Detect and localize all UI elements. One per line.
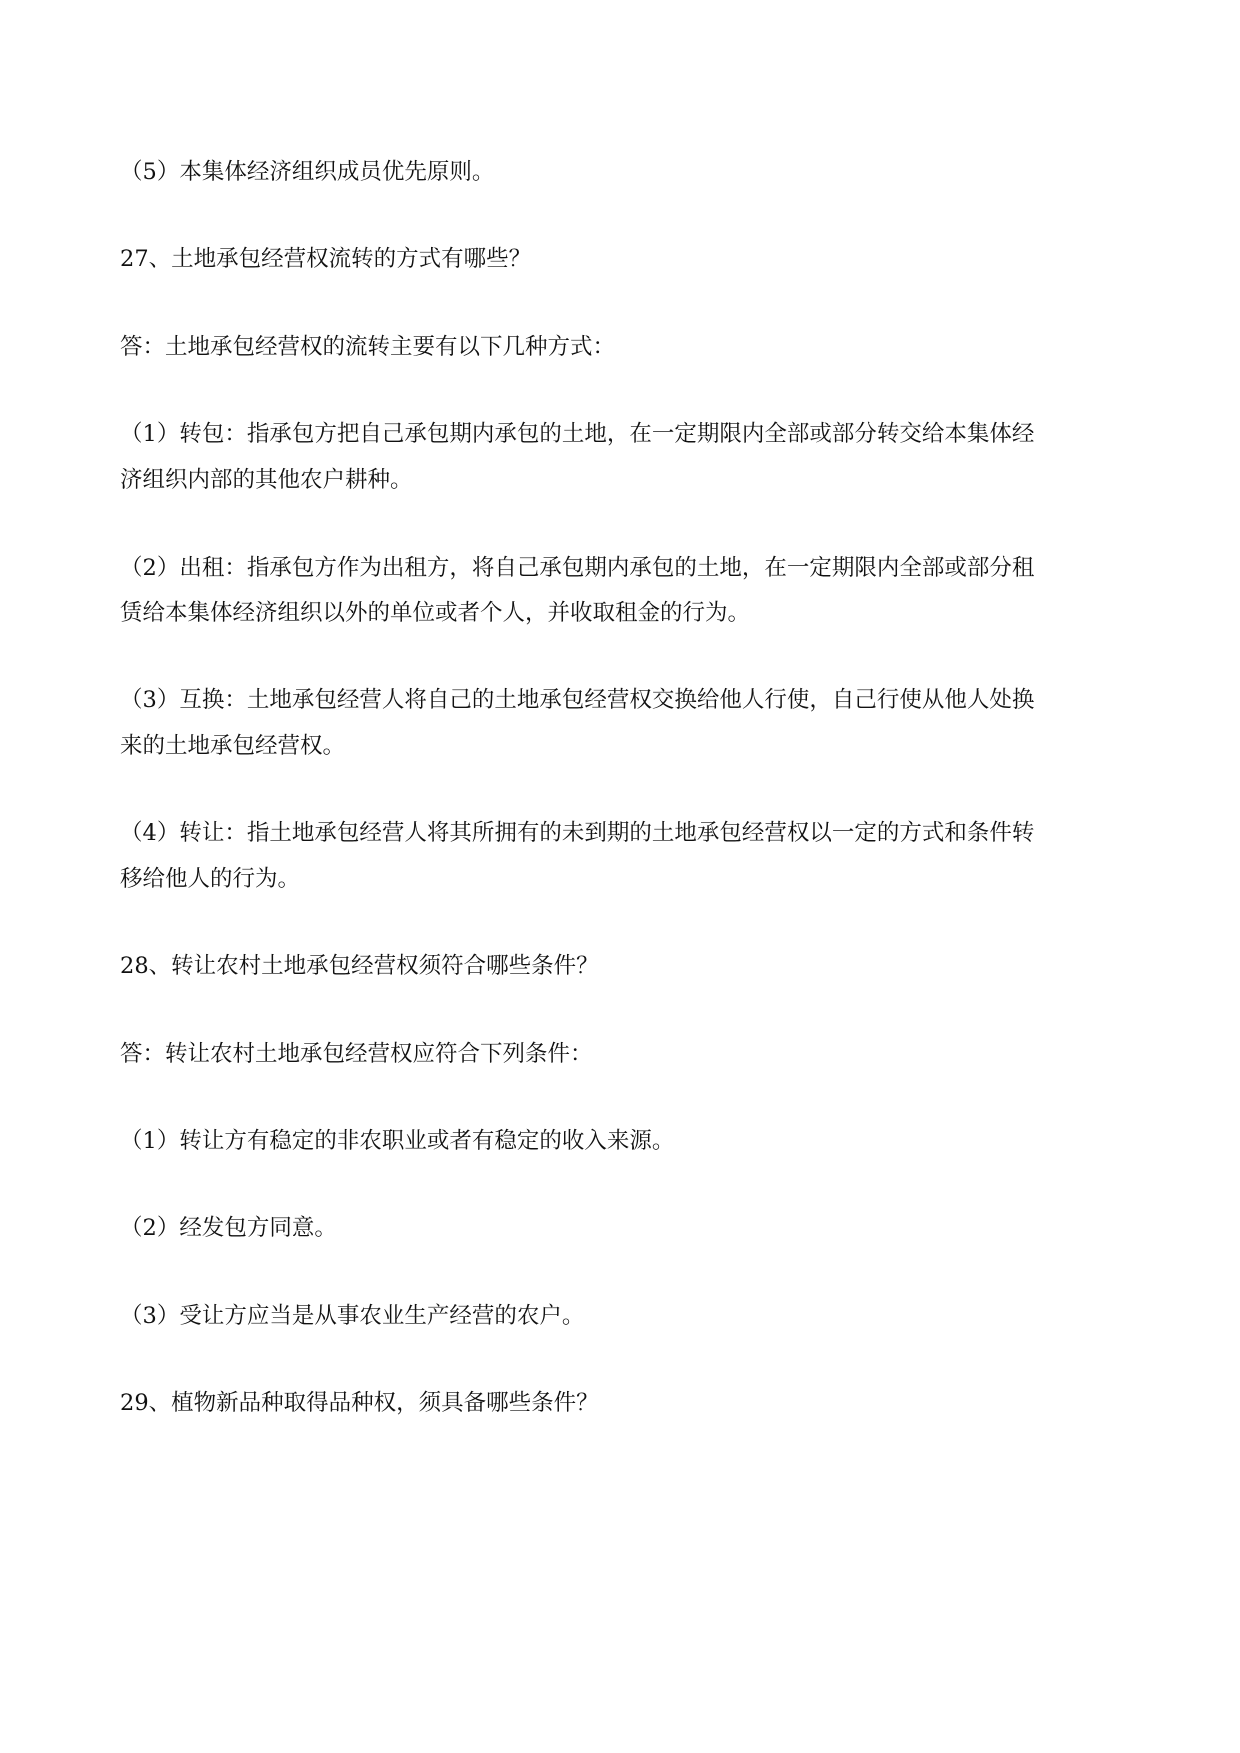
text-line: （2）经发包方同意。 bbox=[120, 1215, 337, 1241]
question-heading: 27、土地承包经营权流转的方式有哪些？ bbox=[120, 246, 532, 272]
question-heading: 28、转让农村土地承包经营权须符合哪些条件？ bbox=[120, 953, 599, 979]
text-line: （3）受让方应当是从事农业生产经营的农户。 bbox=[120, 1303, 585, 1329]
text-line: 赁给本集体经济组织以外的单位或者个人，并收取租金的行为。 bbox=[120, 600, 751, 626]
text-line: （3）互换：土地承包经营人将自己的土地承包经营权交换给他人行使，自己行使从他人处换 bbox=[120, 687, 1035, 713]
text-line: （1）转包：指承包方把自己承包期内承包的土地，在一定期限内全部或部分转交给本集体经 bbox=[120, 421, 1035, 447]
answer-intro: 答：土地承包经营权的流转主要有以下几种方式： bbox=[120, 334, 616, 360]
text-line: （4）转让：指土地承包经营人将其所拥有的未到期的土地承包经营权以一定的方式和条件转 bbox=[120, 820, 1035, 846]
text-line: （1）转让方有稳定的非农职业或者有稳定的收入来源。 bbox=[120, 1128, 675, 1154]
answer-intro: 答：转让农村土地承包经营权应符合下列条件： bbox=[120, 1041, 593, 1067]
text-line: 济组织内部的其他农户耕种。 bbox=[120, 467, 413, 493]
text-line: 移给他人的行为。 bbox=[120, 866, 301, 892]
text-line: （5）本集体经济组织成员优先原则。 bbox=[120, 159, 495, 185]
question-heading: 29、植物新品种取得品种权，须具备哪些条件？ bbox=[120, 1390, 599, 1416]
text-line: 来的土地承包经营权。 bbox=[120, 733, 346, 759]
text-line: （2）出租：指承包方作为出租方，将自己承包期内承包的土地，在一定期限内全部或部分租 bbox=[120, 555, 1035, 581]
